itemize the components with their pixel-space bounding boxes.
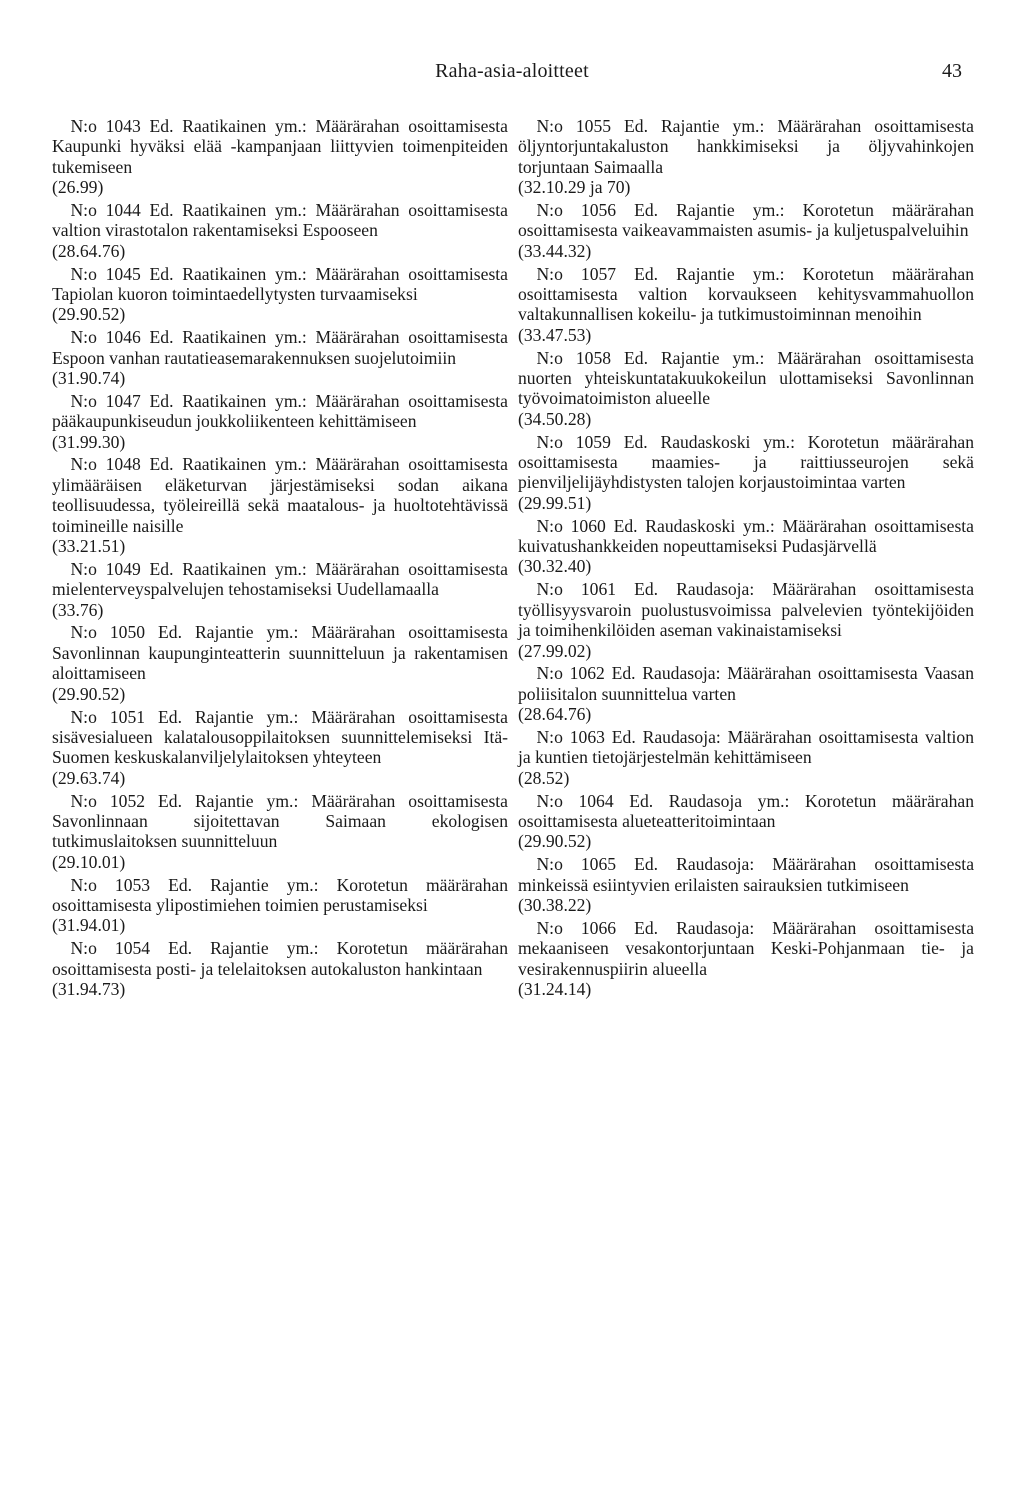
motion-entry — [52, 875, 508, 936]
budget-code: (26.99) — [52, 177, 104, 198]
motion-entry — [518, 348, 974, 430]
motion-entry — [52, 559, 508, 620]
motion-entry — [52, 264, 508, 325]
motion-title: N:o 1057 Ed. Rajantie ym.: Korotetun määrärahan osoittamisesta valtion korvaukseen kehitysvammahuollon valtakunnallisen kokeilu- ja tutkimustoiminnan menoihin — [518, 263, 974, 325]
budget-code: (33.21.51) — [52, 536, 126, 557]
motion-title: N:o 1056 Ed. Rajantie ym.: Korotetun määrärahan osoittamisesta vaikeavammaisten asumis- ja kuljetuspalveluihin — [518, 200, 974, 241]
motion-entry — [518, 579, 974, 661]
motion-entry — [518, 516, 974, 577]
motion-title: N:o 1044 Ed. Raatikainen ym.: Määrärahan osoittamisesta valtion virastotalon rakentamiseksi Espooseen — [52, 200, 508, 241]
motion-entry — [518, 663, 974, 724]
motion-entry — [518, 854, 974, 915]
budget-code: (30.38.22) — [518, 894, 592, 915]
budget-code: (34.50.28) — [518, 408, 592, 429]
motion-entry — [52, 454, 508, 556]
motion-title: N:o 1055 Ed. Rajantie ym.: Määrärahan osoittamisesta öljyntorjuntakaluston hankkimiseksi ja öljyvahinkojen torjuntaan Saimaalla — [518, 116, 974, 177]
motion-title: N:o 1063 Ed. Raudasoja: Määrärahan osoittamisesta valtion ja kuntien tietojärjestelmän kehittämiseen — [518, 726, 974, 768]
budget-code: (28.64.76) — [518, 704, 592, 725]
motion-title: N:o 1047 Ed. Raatikainen ym.: Määrärahan osoittamisesta pääkaupunkiseudun joukkoliikenteen kehittämiseen — [52, 390, 508, 432]
motion-title: N:o 1061 Ed. Raudasoja: Määrärahan osoittamisesta työllisyysvaroin puolustusvoimissa palvelevien työntekijöiden ja toimihenkilöiden aseman vakinaistamiseksi — [518, 579, 974, 641]
right-column — [518, 116, 974, 1002]
motion-title: N:o 1060 Ed. Raudaskoski ym.: Määrärahan osoittamisesta kuivatushankkeiden nopeuttamiseksi Pudasjärvellä — [518, 515, 974, 557]
budget-code: (32.10.29 ja 70) — [518, 177, 631, 198]
budget-code: (31.90.74) — [52, 368, 126, 389]
budget-code: (33.76) — [52, 599, 104, 620]
budget-code: (29.90.52) — [52, 304, 126, 325]
motion-entry — [52, 327, 508, 388]
motion-title: N:o 1054 Ed. Rajantie ym.: Korotetun määrärahan osoittamisesta posti- ja telelaitoksen autokaluston hankintaan — [52, 938, 508, 979]
motion-title: N:o 1065 Ed. Raudasoja: Määrärahan osoittamisesta minkeissä esiintyvien erilaisten sairauksien tutkimiseen — [518, 854, 974, 895]
budget-code: (29.63.74) — [52, 767, 126, 788]
motion-title: N:o 1059 Ed. Raudaskoski ym.: Korotetun määrärahan osoittamisesta maamies- ja raittiusseurojen sekä pienviljelijäyhdistysten talojen korjaustoimintaa varten — [518, 431, 974, 493]
budget-code: (28.52) — [518, 767, 570, 788]
budget-code: (28.64.76) — [52, 240, 126, 261]
motion-entry — [518, 791, 974, 852]
budget-code: (29.90.52) — [52, 683, 126, 704]
motion-title: N:o 1043 Ed. Raatikainen ym.: Määrärahan osoittamisesta Kaupunki hyväksi elää -kampanjaan liittyvien toimenpiteiden tukemiseen — [52, 116, 508, 177]
budget-code: (29.10.01) — [52, 851, 126, 872]
left-column — [52, 116, 508, 1002]
budget-code: (31.24.14) — [518, 978, 592, 999]
budget-code: (29.99.51) — [518, 492, 592, 513]
motion-entry — [518, 264, 974, 346]
page-number: 43 — [942, 60, 962, 82]
motion-title: N:o 1058 Ed. Rajantie ym.: Määrärahan osoittamisesta nuorten yhteiskuntatakuukokeilun ulottamiseksi Savonlinnan työvoimatoimiston alueelle — [518, 347, 974, 409]
motion-title: N:o 1052 Ed. Rajantie ym.: Määrärahan osoittamisesta Savonlinnaan sijoitettavan Saimaan ekologisen tutkimuslaitoksen suunnitteluun — [52, 790, 508, 852]
budget-code: (30.32.40) — [518, 556, 592, 577]
motion-title: N:o 1048 Ed. Raatikainen ym.: Määrärahan osoittamisesta ylimääräisen eläketurvan järjestämiseksi sodan aikana teollisuudessa, työleireillä sekä maatalous- ja huoltotehtävissä toimineille naisille — [52, 454, 508, 536]
motion-entry — [52, 391, 508, 452]
budget-code: (33.44.32) — [518, 240, 592, 261]
motion-entry — [52, 200, 508, 261]
motion-title: N:o 1050 Ed. Rajantie ym.: Määrärahan osoittamisesta Savonlinnan kaupunginteatterin suunnitteluun ja rakentamisen aloittamiseen — [52, 622, 508, 684]
motion-title: N:o 1066 Ed. Raudasoja: Määrärahan osoittamisesta mekaaniseen vesakontorjuntaan Keski-Pohjanmaan tie- ja vesirakennuspiirin alueella — [518, 917, 974, 979]
motion-entry — [52, 116, 508, 198]
budget-code: (29.90.52) — [518, 831, 592, 852]
budget-code: (31.94.01) — [52, 915, 126, 936]
running-title: Raha-asia-aloitteet — [435, 60, 589, 82]
budget-code: (33.47.53) — [518, 324, 592, 345]
motion-title: N:o 1045 Ed. Raatikainen ym.: Määrärahan osoittamisesta Tapiolan kuoron toimintaedellytysten turvaamiseksi — [52, 263, 508, 305]
page-header — [0, 60, 1024, 90]
motion-entry — [518, 918, 974, 1000]
budget-code: (31.94.73) — [52, 978, 126, 999]
motion-entry — [518, 116, 974, 198]
budget-code: (27.99.02) — [518, 640, 592, 661]
motion-entry — [518, 432, 974, 514]
motion-entry — [518, 727, 974, 788]
motion-title: N:o 1049 Ed. Raatikainen ym.: Määrärahan osoittamisesta mielenterveyspalvelujen tehostamiseksi Uudellamaalla — [52, 558, 508, 600]
budget-code: (31.99.30) — [52, 431, 126, 452]
motion-entry — [52, 791, 508, 873]
motion-title: N:o 1053 Ed. Rajantie ym.: Korotetun määrärahan osoittamisesta ylipostimiehen toimien perustamiseksi — [52, 874, 508, 915]
motion-entry — [52, 938, 508, 999]
motion-title: N:o 1051 Ed. Rajantie ym.: Määrärahan osoittamisesta sisävesialueen kalatalousoppilaitoksen suunnittelemiseksi Itä-Suomen keskuskalanviljelylaitoksen yhteyteen — [52, 706, 508, 768]
motion-entry — [52, 707, 508, 789]
motion-title: N:o 1046 Ed. Raatikainen ym.: Määrärahan osoittamisesta Espoon vanhan rautatieasemarakennuksen suojelutoimiin — [52, 327, 508, 368]
motion-entry — [518, 200, 974, 261]
motion-title: N:o 1064 Ed. Raudasoja ym.: Korotetun määrärahan osoittamisesta alueteatteritoimintaan — [518, 790, 974, 831]
motion-entry — [52, 622, 508, 704]
motion-title: N:o 1062 Ed. Raudasoja: Määrärahan osoittamisesta Vaasan poliisitalon suunnittelua varten — [518, 663, 974, 704]
